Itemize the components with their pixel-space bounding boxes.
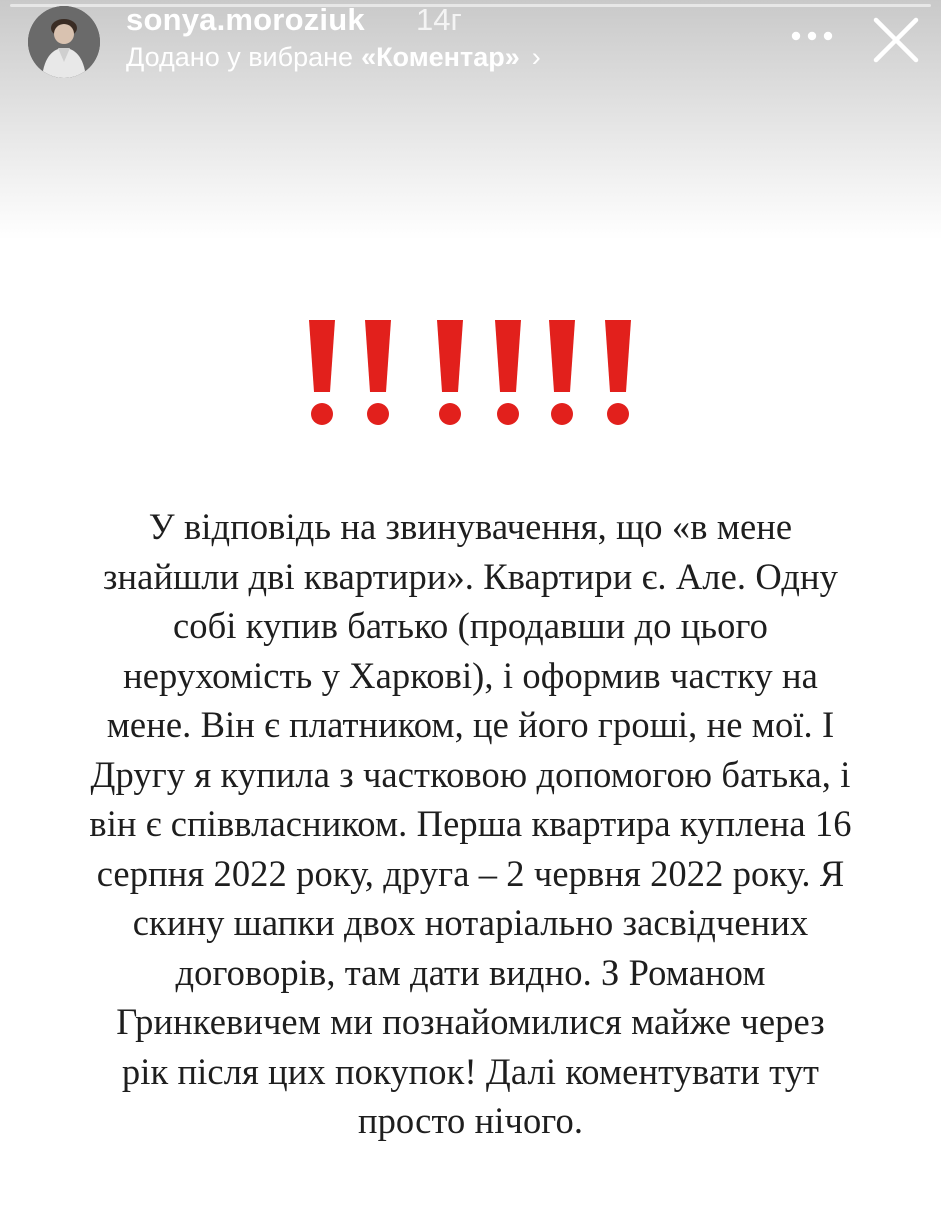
message-line: Гринкевичем ми познайомилися майже через <box>116 1001 825 1042</box>
story-timestamp: 14г <box>416 2 462 37</box>
avatar[interactable] <box>28 6 100 78</box>
message-line: рік після цих покупок! Далі коментувати тут <box>121 1050 820 1092</box>
message-line: він є співвласником. Перша квартира куплена 16 <box>89 803 852 844</box>
collection-name: «Коментар» <box>361 42 520 72</box>
ellipsis-icon <box>790 31 834 41</box>
saved-collection-link[interactable] <box>126 42 541 73</box>
message-line: нерухомість у Харкові), і оформив частку на <box>123 654 818 696</box>
exclamation-mark <box>495 320 521 425</box>
exclamation-marks-graphic <box>300 316 640 436</box>
chevron-right-icon: › <box>531 42 541 72</box>
exclamation-mark <box>365 320 391 425</box>
exclamation-mark <box>309 320 335 425</box>
close-icon <box>872 16 920 64</box>
more-options-button[interactable] <box>782 16 842 56</box>
message-line: Другу я купила з частковою допомогою батька, і <box>90 753 851 795</box>
message-line: собі купив батько (продавши до цього <box>172 605 769 646</box>
exclamation-marks <box>300 316 640 436</box>
message-line: У відповідь на звинувачення, що «в мене <box>148 506 793 547</box>
close-button[interactable] <box>868 12 924 68</box>
exclamation-mark <box>605 320 631 425</box>
avatar-icon <box>28 6 100 78</box>
username[interactable]: sonya.moroziuk <box>126 2 365 37</box>
story-message <box>40 502 901 1146</box>
saved-prefix: Додано у вибране <box>126 42 354 72</box>
exclamation-mark <box>437 320 463 425</box>
message-line: серпня 2022 року, друга – 2 червня 2022 року. Я <box>96 852 845 894</box>
message-line: договорів, там дати видно. З Романом <box>175 951 766 993</box>
exclamation-mark <box>549 320 575 425</box>
message-line: скину шапки двох нотаріально засвідчених <box>132 902 809 943</box>
message-line: знайшли дві квартири». Квартири є. Але. Одну <box>103 555 838 597</box>
message-line: просто нічого. <box>357 1100 584 1141</box>
message-line: мене. Він є платником, це його гроші, не мої. І <box>106 704 835 745</box>
story-header <box>0 0 941 90</box>
